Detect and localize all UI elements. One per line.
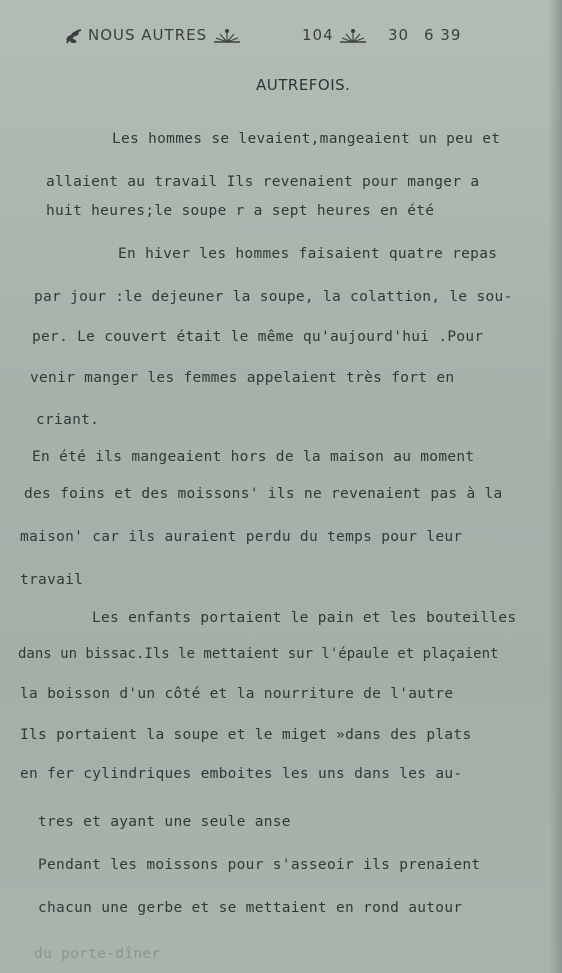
text-line: Ils portaient la soupe et le miget »dans des plats [20,727,472,743]
text-line: Les hommes se levaient,mangeaient un peu et [112,131,501,147]
text-line: En hiver les hommes faisaient quatre repas [118,246,498,262]
text-line: du porte-dîner [34,946,161,962]
text-line: criant. [36,412,100,428]
page-edge-shadow [548,0,562,973]
text-line: En été ils mangeaient hors de la maison au moment [32,449,475,465]
wheat-ornament-icon [212,28,242,44]
text-line: Les enfants portaient le pain et les bouteilles [92,610,517,626]
text-line: des foins et des moissons' ils ne revenaient pas à la [24,486,503,502]
text-line: dans un bissac.Ils le mettaient sur l'épaule et plaçaient [18,646,499,662]
text-line: en fer cylindriques emboites les uns dans les au- [20,766,463,782]
text-line: per. Le couvert était le même qu'aujourd'hui .Pour [32,329,484,345]
page-number-secondary: 6 39 [424,26,462,44]
text-line: travail [20,572,84,588]
text-line: venir manger les femmes appelaient très fort en [30,370,455,386]
text-line: par jour :le dejeuner la soupe, la colattion, le sou- [34,289,513,305]
sprig-icon [64,28,84,46]
issue-number: 104 [302,26,334,44]
text-line: la boisson d'un côté et la nourriture de l'autre [20,686,454,702]
text-line: chacun une gerbe et se mettaient en rond autour [38,900,463,916]
text-line: maison' car ils auraient perdu du temps pour leur [20,529,463,545]
text-line: huit heures;le soupe r a sept heures en été [46,203,435,219]
journal-name: NOUS AUTRES [88,26,208,44]
page-header [64,24,484,52]
wheat-ornament-icon [338,28,368,44]
text-line: Pendant les moissons pour s'asseoir ils prenaient [38,857,481,873]
page-number: 30 [388,26,410,44]
text-line: tres et ayant une seule anse [38,814,291,830]
text-line: allaient au travail Ils revenaient pour manger a [46,174,480,190]
article-title: AUTREFOIS. [256,76,351,94]
